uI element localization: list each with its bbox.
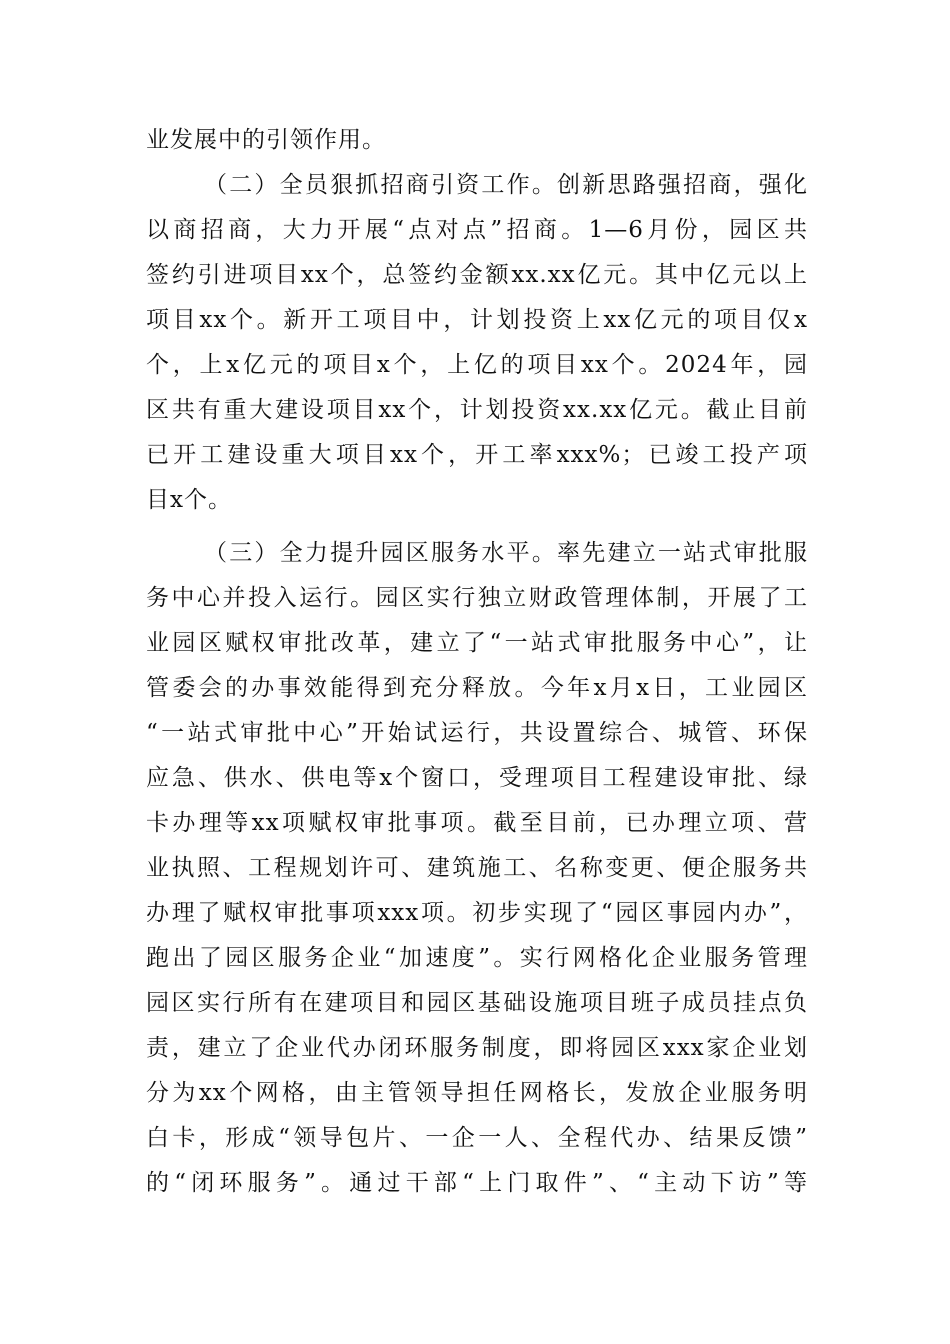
text-line: 区共有重大建设项目xx个，计划投资xx.xx亿元。截止目前 bbox=[146, 397, 808, 423]
text-line: （三）全力提升园区服务水平。率先建立一站式审批服 bbox=[204, 540, 808, 566]
text-line: 责，建立了企业代办闭环服务制度，即将园区xxx家企业划 bbox=[146, 1035, 808, 1061]
text-line: 分为xx个网格，由主管领导担任网格长，发放企业服务明 bbox=[146, 1080, 808, 1106]
text-line: 业园区赋权审批改革，建立了“一站式审批服务中心”，让 bbox=[146, 630, 808, 656]
text-line: 办理了赋权审批事项xxx项。初步实现了“园区事园内办”， bbox=[146, 900, 808, 926]
text-line: 应急、供水、供电等x个窗口，受理项目工程建设审批、绿 bbox=[146, 765, 808, 791]
text-line: 目x个。 bbox=[146, 487, 232, 513]
text-line: 业发展中的引领作用。 bbox=[146, 127, 386, 153]
document-body bbox=[146, 118, 808, 1206]
text-line: 签约引进项目xx个，总签约金额xx.xx亿元。其中亿元以上 bbox=[146, 262, 808, 288]
text-line: 务中心并投入运行。园区实行独立财政管理体制，开展了工 bbox=[146, 585, 808, 611]
text-line: “一站式审批中心”开始试运行，共设置综合、城管、环保 bbox=[146, 720, 808, 746]
text-line: 管委会的办事效能得到充分释放。今年x月x日，工业园区 bbox=[146, 675, 808, 701]
text-line: 以商招商，大力开展“点对点”招商。1—6月份，园区共 bbox=[146, 217, 808, 243]
text-line: 园区实行所有在建项目和园区基础设施项目班子成员挂点负 bbox=[146, 990, 808, 1016]
text-line: 跑出了园区服务企业“加速度”。实行网格化企业服务管理 bbox=[146, 945, 808, 971]
text-line: （二）全员狠抓招商引资工作。创新思路强招商，强化 bbox=[204, 172, 808, 198]
text-line: 个，上x亿元的项目x个，上亿的项目xx个。2024年，园 bbox=[146, 352, 808, 378]
text-line: 卡办理等xx项赋权审批事项。截至目前，已办理立项、营 bbox=[146, 810, 808, 836]
text-line: 白卡，形成“领导包片、一企一人、全程代办、结果反馈” bbox=[146, 1125, 808, 1151]
text-line: 的“闭环服务”。通过干部“上门取件”、“主动下访”等 bbox=[146, 1170, 808, 1196]
text-line: 项目xx个。新开工项目中，计划投资上xx亿元的项目仅x bbox=[146, 307, 808, 333]
paragraph-spacer bbox=[146, 523, 808, 531]
text-line: 业执照、工程规划许可、建筑施工、名称变更、便企服务共 bbox=[146, 855, 808, 881]
text-line: 已开工建设重大项目xx个，开工率xxx%；已竣工投产项 bbox=[146, 442, 808, 468]
